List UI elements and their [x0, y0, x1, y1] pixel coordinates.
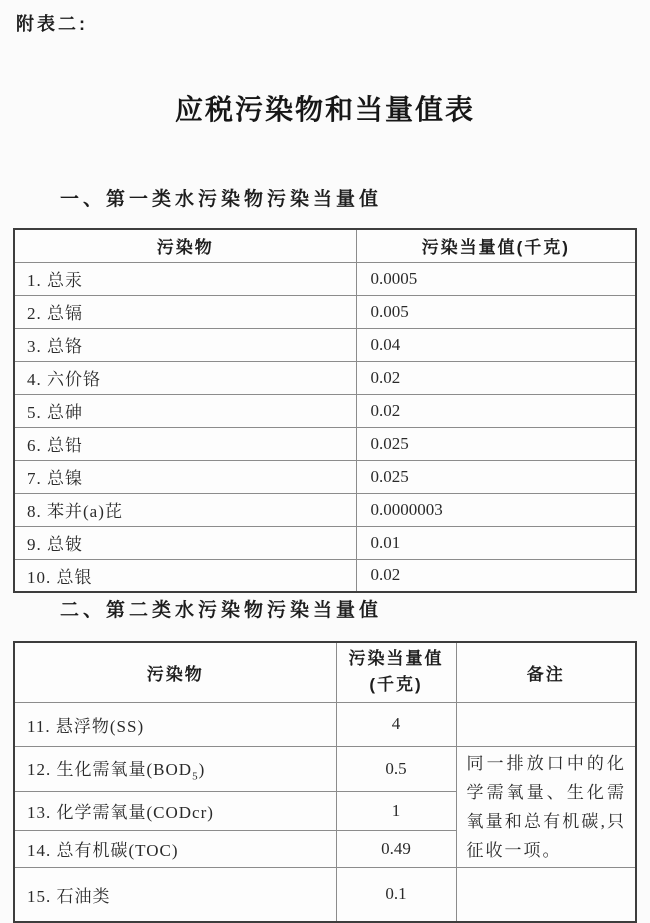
equivalent-value-cell: 1	[336, 791, 456, 830]
table-header-row	[14, 229, 636, 262]
table-second-class-water-pollutants	[13, 641, 637, 923]
table-row	[14, 295, 636, 328]
equivalent-value-cell: 4	[336, 702, 456, 746]
pollutant-name-cell: 1. 总汞	[14, 262, 356, 295]
pollutant-name-subscript: 5	[192, 770, 199, 783]
section1-heading: 一、第一类水污染物污染当量值	[60, 189, 383, 210]
column-header-equivalent-value: 污染当量值(千克)	[356, 229, 636, 262]
table-row	[14, 460, 636, 493]
table-row	[14, 493, 636, 526]
equivalent-value-cell: 0.025	[356, 427, 636, 460]
equivalent-value-cell: 0.02	[356, 559, 636, 592]
pollutant-name-text: 13. 化学需氧量(CODcr)	[27, 803, 214, 823]
table-row	[14, 559, 636, 592]
column-header-remark: 备注	[456, 642, 636, 702]
remark-empty-cell	[456, 867, 636, 922]
pollutant-name-cell	[14, 867, 336, 922]
pollutant-name-cell: 6. 总铅	[14, 427, 356, 460]
remark-merged-cell: 同一排放口中的化学需氧量、生化需氧量和总有机碳,只征收一项。	[456, 746, 636, 867]
table-row	[14, 328, 636, 361]
table-row	[14, 867, 636, 922]
pollutant-name-suffix: )	[198, 759, 206, 779]
equivalent-value-cell: 0.02	[356, 361, 636, 394]
column-header-pollutant: 污染物	[14, 229, 356, 262]
column-header-value-line1: 污染当量值	[348, 649, 444, 669]
equivalent-value-cell: 0.02	[356, 394, 636, 427]
pollutant-name-cell	[14, 830, 336, 867]
table1-body	[14, 262, 636, 592]
equivalent-value-cell: 0.49	[336, 830, 456, 867]
table-row	[14, 526, 636, 559]
table-row	[14, 427, 636, 460]
column-header-equivalent-value	[336, 642, 456, 702]
table1-header	[14, 229, 636, 262]
pollutant-name-cell: 5. 总砷	[14, 394, 356, 427]
table2-header	[14, 642, 636, 702]
pollutant-name-cell: 9. 总铍	[14, 526, 356, 559]
table-row	[14, 746, 636, 791]
table-first-class-water-pollutants	[13, 228, 637, 593]
equivalent-value-cell: 0.025	[356, 460, 636, 493]
pollutant-name-cell: 7. 总镍	[14, 460, 356, 493]
table-row	[14, 394, 636, 427]
pollutant-name-text: 14. 总有机碳(TOC)	[27, 841, 179, 861]
table-row	[14, 361, 636, 394]
section2-heading: 二、第二类水污染物污染当量值	[60, 600, 383, 621]
table-row	[14, 702, 636, 746]
equivalent-value-cell: 0.5	[336, 746, 456, 791]
equivalent-value-cell: 0.0000003	[356, 493, 636, 526]
pollutant-name-text: 11. 悬浮物(SS)	[27, 716, 145, 736]
pollutant-name-text: 15. 石油类	[27, 886, 111, 906]
pollutant-name-cell: 2. 总镉	[14, 295, 356, 328]
table2-body	[14, 702, 636, 922]
remark-empty-cell	[456, 702, 636, 746]
table-header-row	[14, 642, 636, 702]
equivalent-value-cell: 0.04	[356, 328, 636, 361]
table-row	[14, 262, 636, 295]
equivalent-value-cell: 0.0005	[356, 262, 636, 295]
equivalent-value-cell: 0.1	[336, 867, 456, 922]
pollutant-name-cell: 3. 总铬	[14, 328, 356, 361]
pollutant-name-cell	[14, 791, 336, 830]
equivalent-value-cell: 0.005	[356, 295, 636, 328]
pollutant-name-cell	[14, 702, 336, 746]
pollutant-name-cell: 10. 总银	[14, 559, 356, 592]
column-header-pollutant: 污染物	[14, 642, 336, 702]
pollutant-name-cell	[14, 746, 336, 791]
pollutant-name-cell: 4. 六价铬	[14, 361, 356, 394]
document-title: 应税污染物和当量值表	[174, 95, 475, 126]
equivalent-value-cell: 0.01	[356, 526, 636, 559]
attachment-label: 附表二:	[16, 14, 88, 34]
column-header-value-line2: (千克)	[369, 675, 423, 695]
pollutant-name-text: 12. 生化需氧量(BOD	[27, 759, 193, 779]
pollutant-name-cell: 8. 苯并(a)芘	[14, 493, 356, 526]
